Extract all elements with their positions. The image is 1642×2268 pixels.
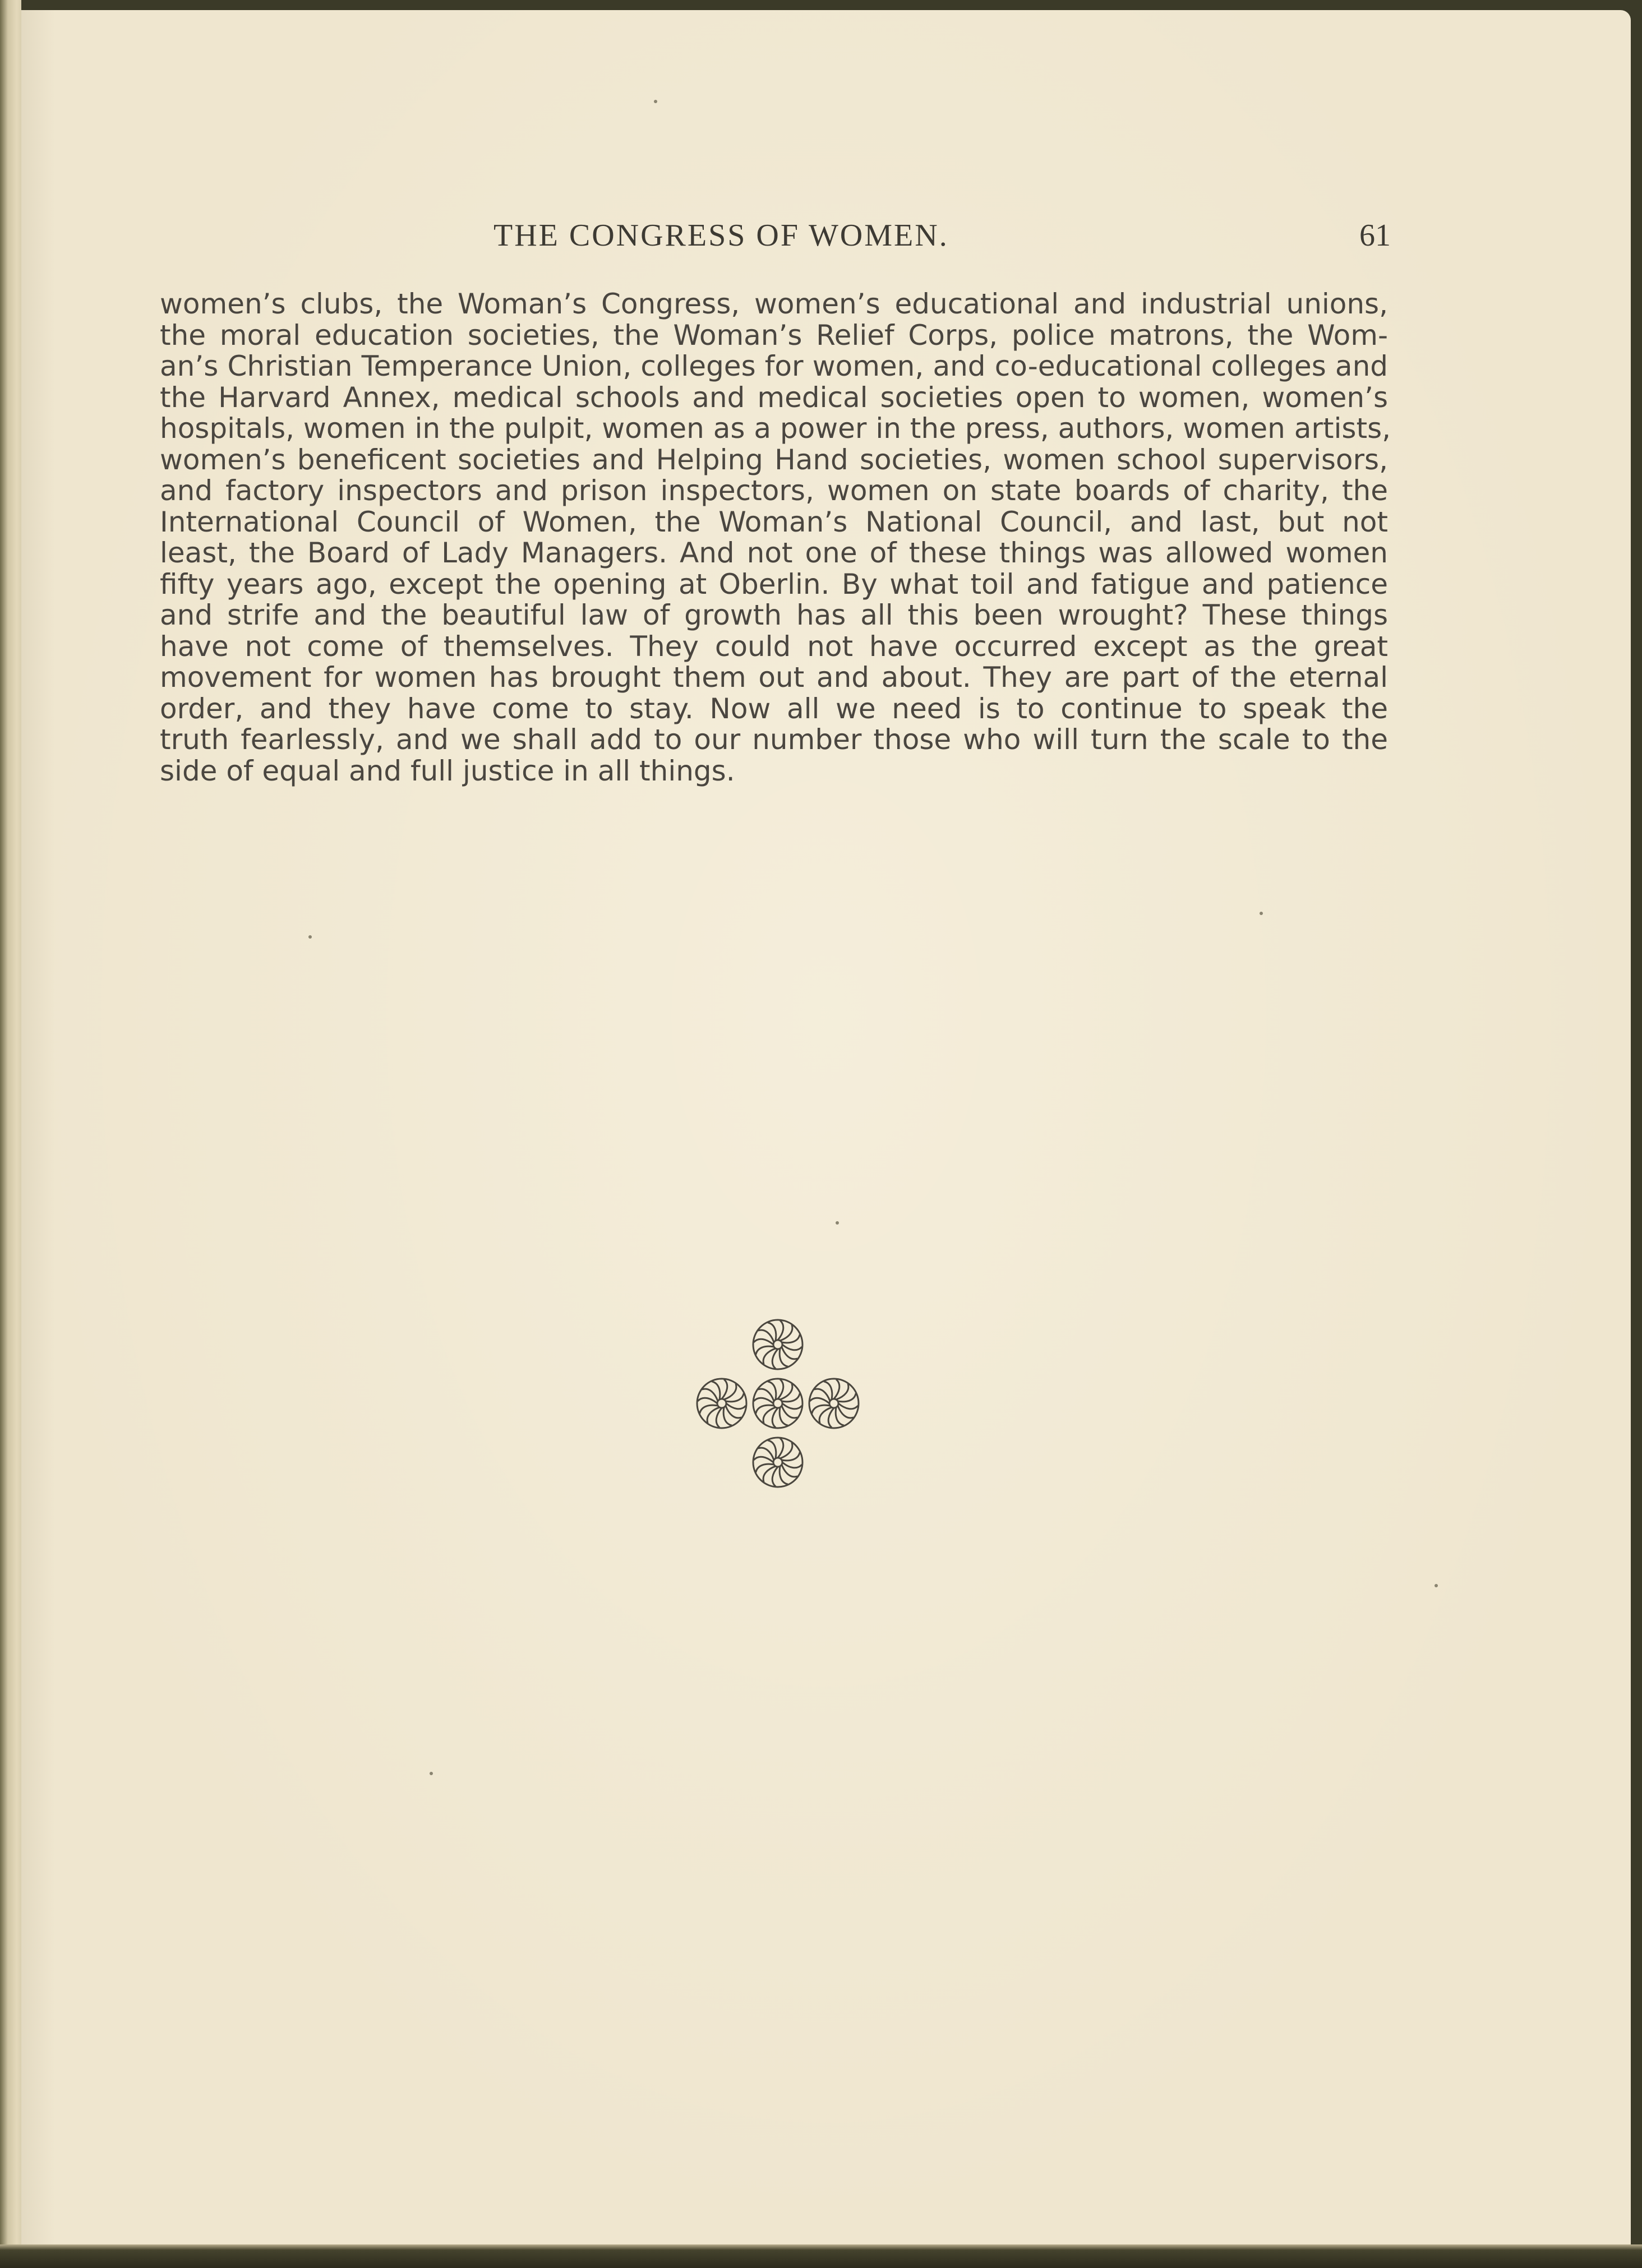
paper-speck (430, 1772, 433, 1775)
paper-speck (1260, 912, 1263, 915)
book-binding-edge (0, 0, 21, 2268)
paper-speck (836, 1221, 839, 1225)
text-line: hospitals, women in the pulpit, women as a power in the press, authors, women artists, (160, 412, 1391, 445)
running-title: THE CONGRESS OF WOMEN. (493, 218, 949, 253)
text-line: have not come of themselves. They could not have occurred except as the great (160, 630, 1388, 663)
paper-speck (308, 935, 312, 939)
text-line: truth fearlessly, and we shall add to our number those who will turn the scale to the (160, 723, 1388, 756)
running-header (157, 218, 1391, 257)
rosette-icon (806, 1375, 862, 1431)
text-line: an’s Christian Temperance Union, colleges for women, and co-educational colleges and (160, 350, 1388, 382)
text-line: side of equal and full justice in all things. (160, 754, 735, 787)
rosette-icon (750, 1434, 806, 1490)
text-line: order, and they have come to stay. Now all we need is to continue to speak the (160, 692, 1388, 725)
book-bottom-edge (0, 2244, 1642, 2268)
paper-speck (654, 100, 657, 103)
text-line: and factory inspectors and prison inspectors, women on state boards of charity, the (160, 474, 1388, 507)
rosette-icon (750, 1317, 806, 1373)
text-line: International Council of Women, the Woman’s National Council, and last, but not (160, 505, 1388, 538)
rosette-icon (694, 1375, 750, 1431)
page-number: 61 (1359, 218, 1391, 253)
paper-speck (1435, 1584, 1438, 1587)
text-line: movement for women has brought them out and about. They are part of the eternal (160, 661, 1388, 694)
text-line: the Harvard Annex, medical schools and medical societies open to women, women’s (160, 381, 1388, 414)
body-paragraph (160, 288, 1391, 787)
rosette-cross-ornament-icon (691, 1317, 865, 1490)
text-line: women’s beneficent societies and Helping Hand societies, women school supervisors, (160, 443, 1388, 476)
text-line: fifty years ago, except the opening at Oberlin. By what toil and fatigue and patience (160, 567, 1388, 601)
text-line: women’s clubs, the Woman’s Congress, women’s educational and industrial unions, (160, 288, 1388, 320)
text-line: and strife and the beautiful law of growth has all this been wrought? These things (160, 599, 1388, 631)
rosette-icon (750, 1375, 806, 1431)
text-line: the moral education societies, the Woman’s Relief Corps, police matrons, the Wom- (160, 318, 1388, 352)
text-line: least, the Board of Lady Managers. And not one of these things was allowed women (160, 537, 1388, 569)
